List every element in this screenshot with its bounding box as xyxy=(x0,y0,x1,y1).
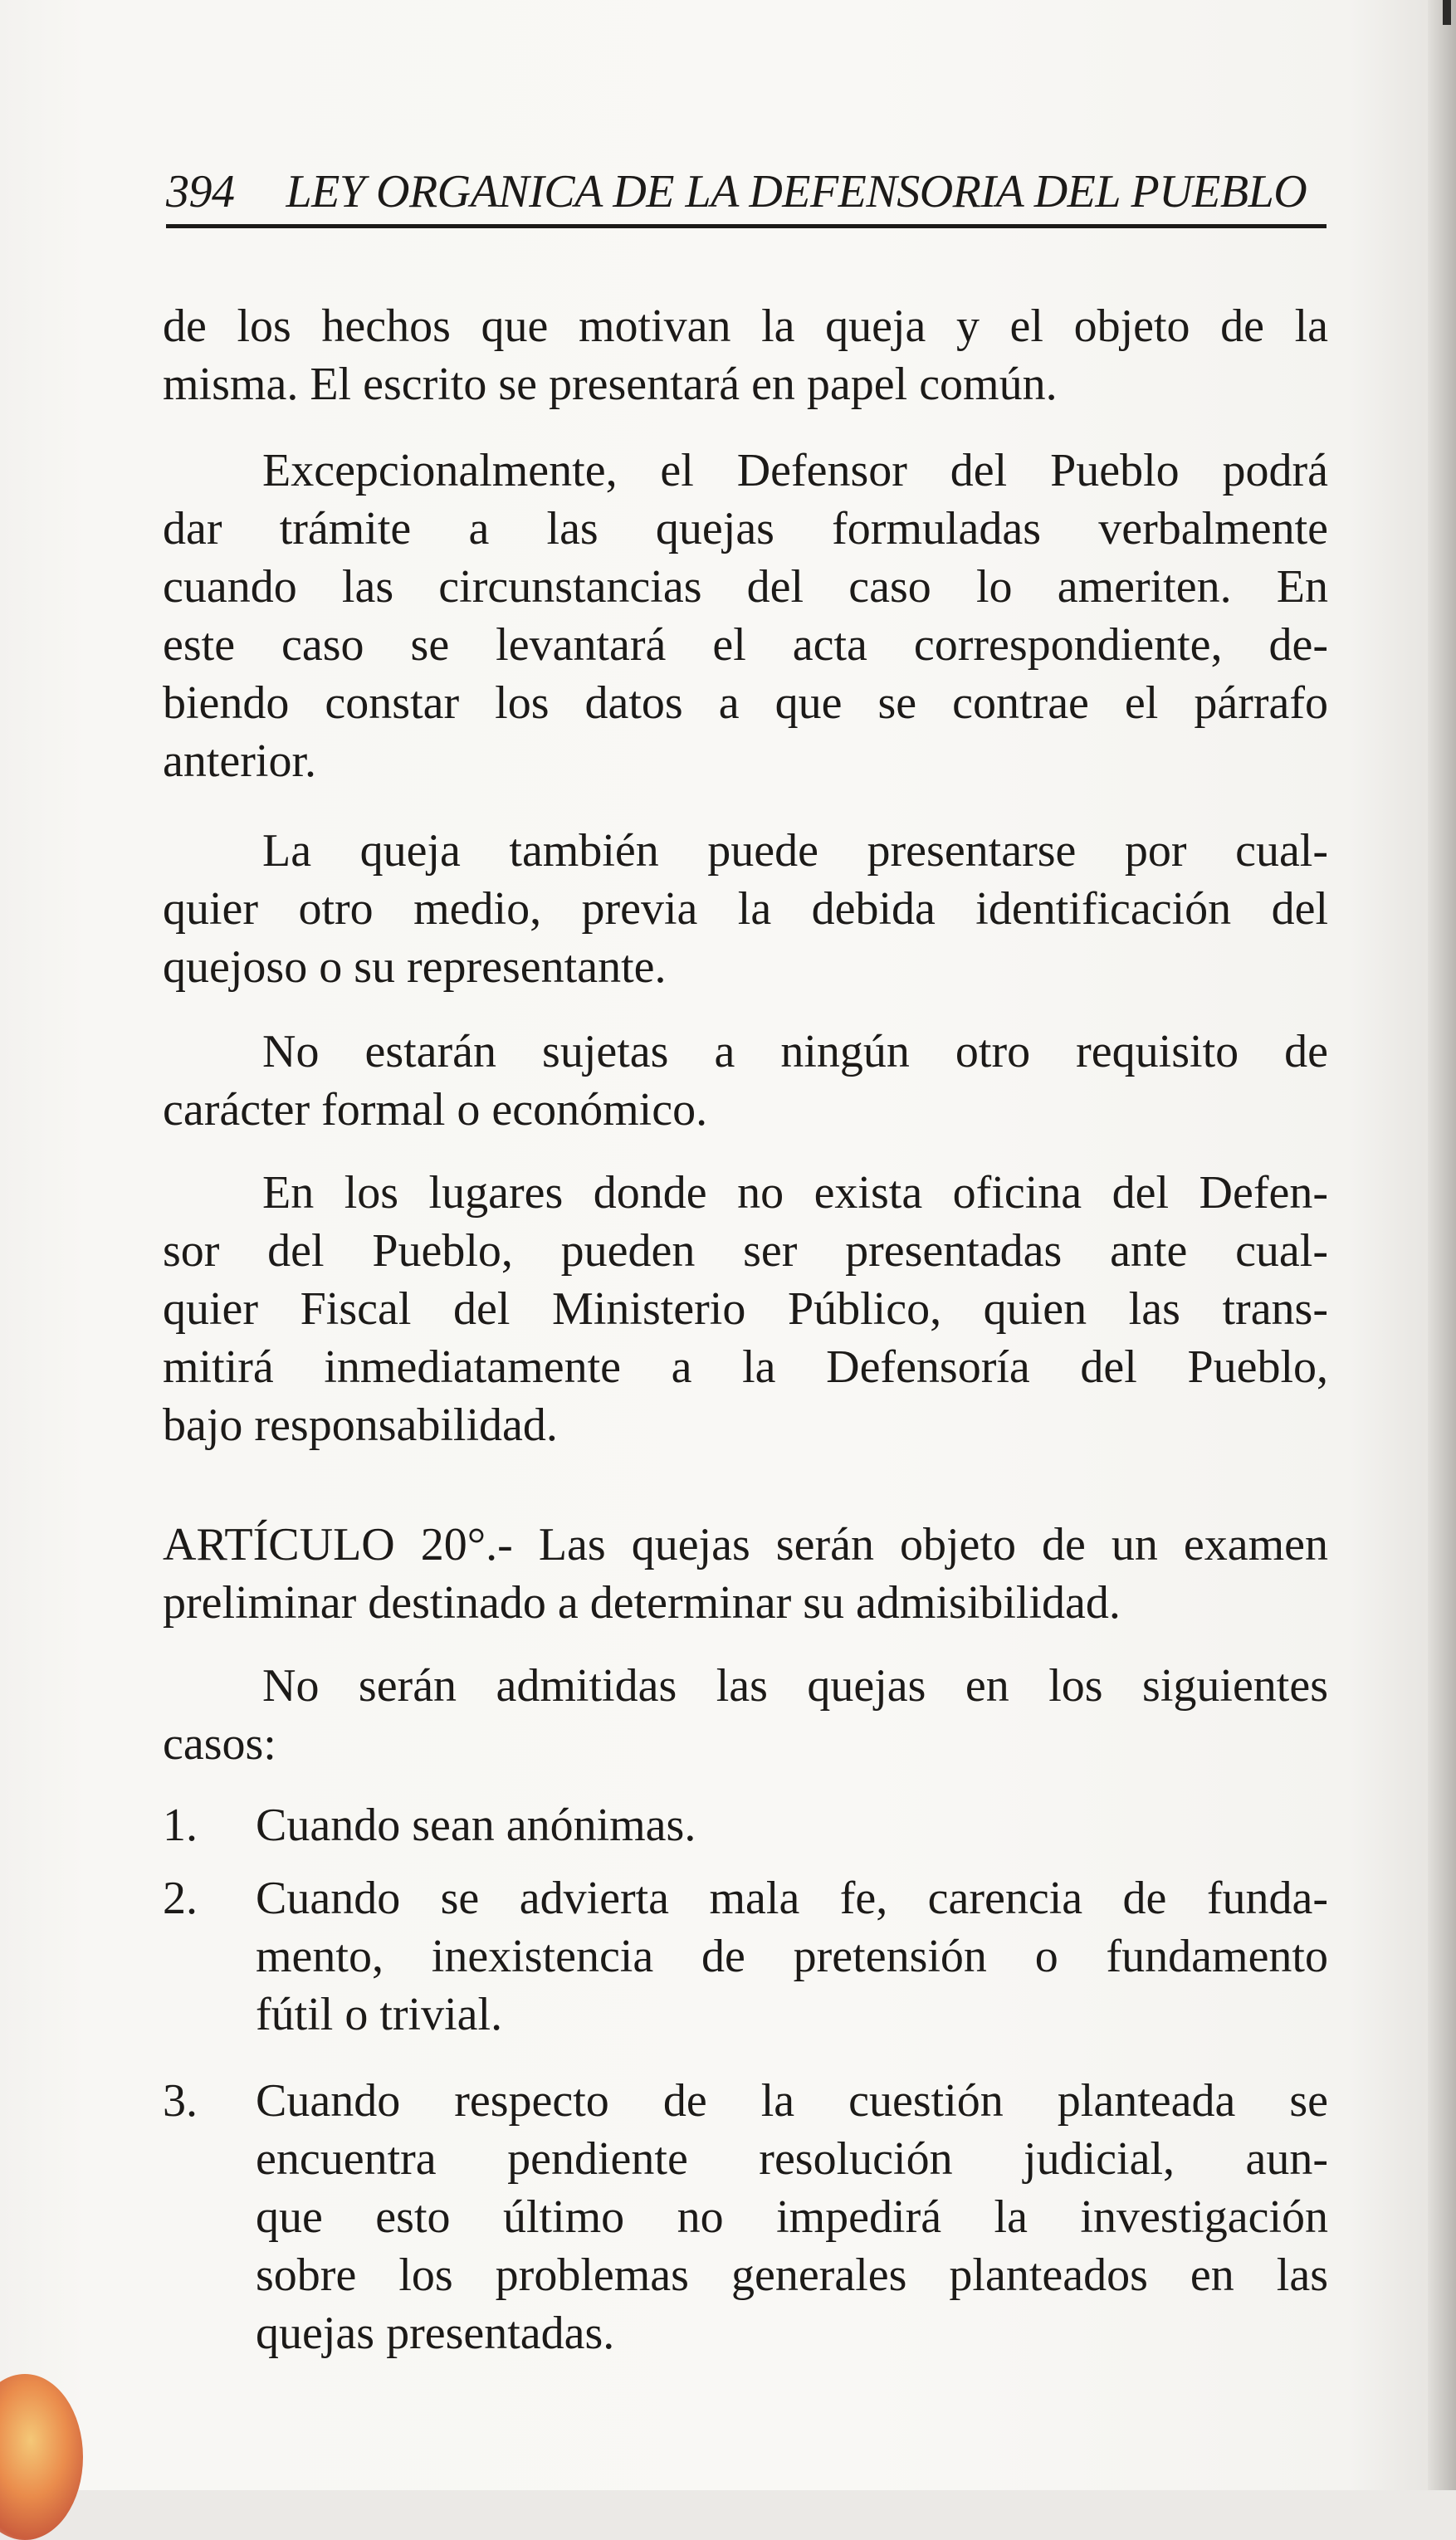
text-line: biendo constar los datos a que se contrae el párrafo xyxy=(163,677,1328,729)
text-line: Cuando se advierta mala fe, carencia de funda- xyxy=(256,1873,1328,1924)
corner-mark xyxy=(1443,0,1451,25)
list-number: 3. xyxy=(163,2075,198,2127)
text-line: casos: xyxy=(163,1718,276,1770)
text-line: quejas presentadas. xyxy=(256,2308,615,2359)
text-line: fútil o trivial. xyxy=(256,1989,503,2040)
text-line: encuentra pendiente resolución judicial, aun- xyxy=(256,2133,1328,2185)
text-line: misma. El escrito se presentará en papel común. xyxy=(163,359,1058,410)
text-line: quier Fiscal del Ministerio Público, quien las trans- xyxy=(163,1283,1328,1335)
header-rule xyxy=(166,224,1327,228)
text-line: mitirá inmediatamente a la Defensoría del Pueblo, xyxy=(163,1341,1328,1393)
page-number: 394 xyxy=(166,166,235,217)
text-line: No estarán sujetas a ningún otro requisito de xyxy=(262,1026,1328,1077)
paragraph-1 xyxy=(163,297,1328,413)
text-line: preliminar destinado a determinar su admisibilidad. xyxy=(163,1577,1121,1629)
text-line: dar trámite a las quejas formuladas verbalmente xyxy=(163,503,1328,554)
text-line: Cuando sean anónimas. xyxy=(256,1800,696,1851)
list-item xyxy=(163,1796,1328,1854)
paragraph-3 xyxy=(163,822,1328,996)
text-line: sobre los problemas generales planteados en las xyxy=(256,2249,1328,2301)
text-line: quier otro medio, previa la debida identificación del xyxy=(163,883,1328,935)
running-header xyxy=(166,163,1325,221)
paragraph-2 xyxy=(163,442,1328,790)
text-line: No serán admitidas las quejas en los siguientes xyxy=(262,1660,1328,1712)
text-line: anterior. xyxy=(163,735,317,787)
text-line: Cuando respecto de la cuestión planteada se xyxy=(256,2075,1328,2127)
text-line: de los hechos que motivan la queja y el objeto de la xyxy=(163,300,1328,352)
text-line: quejoso o su representante. xyxy=(163,941,667,993)
list-number: 1. xyxy=(163,1800,198,1851)
text-line: En los lugares donde no exista oficina del Defen- xyxy=(262,1167,1328,1219)
text-line: mento, inexistencia de pretensión o fundamento xyxy=(256,1931,1328,1982)
article-heading-line: ARTÍCULO 20°.- Las quejas serán objeto de un examen xyxy=(163,1519,1328,1570)
text-line: bajo responsabilidad. xyxy=(163,1399,558,1451)
text-line: Excepcionalmente, el Defensor del Pueblo podrá xyxy=(262,445,1328,496)
paragraph-4 xyxy=(163,1023,1328,1139)
text-line: cuando las circunstancias del caso lo ameriten. En xyxy=(163,561,1328,613)
article-20 xyxy=(163,1516,1328,1632)
list-item xyxy=(163,2072,1328,2362)
text-line: La queja también puede presentarse por cual- xyxy=(262,825,1328,877)
text-line: sor del Pueblo, pueden ser presentadas ante cual- xyxy=(163,1225,1328,1277)
text-line: que esto último no impedirá la investigación xyxy=(256,2191,1328,2243)
paragraph-5 xyxy=(163,1164,1328,1454)
paragraph-7 xyxy=(163,1657,1328,1773)
list-number: 2. xyxy=(163,1873,198,1924)
text-line: carácter formal o económico. xyxy=(163,1084,708,1136)
list-item xyxy=(163,1869,1328,2044)
text-line: este caso se levantará el acta correspondiente, de- xyxy=(163,619,1328,671)
page-edge-shadow xyxy=(1428,0,1456,2490)
running-title: LEY ORGANICA DE LA DEFENSORIA DEL PUEBLO xyxy=(286,166,1307,217)
